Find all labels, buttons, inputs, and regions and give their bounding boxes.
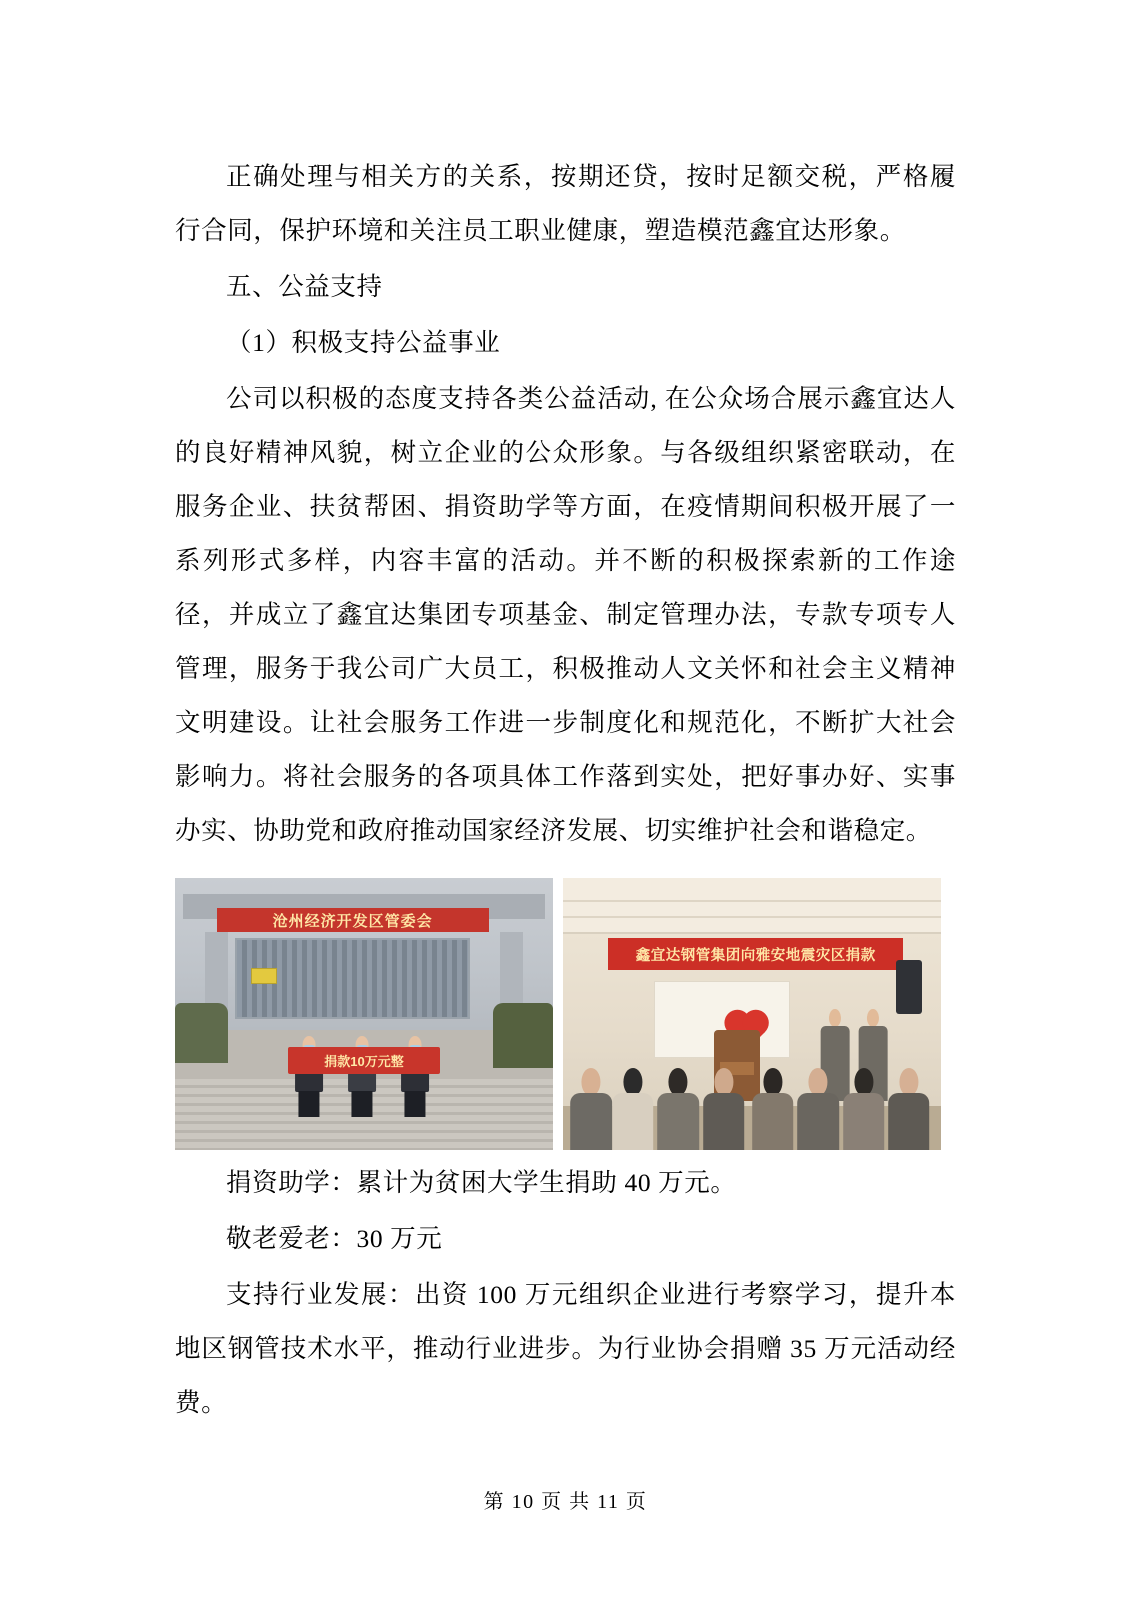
page-footer: 第 10 页 共 11 页 [483, 1491, 648, 1513]
person-head [829, 1009, 841, 1027]
audience-member [843, 1068, 885, 1150]
person-body [703, 1093, 745, 1150]
photo-row [175, 878, 956, 1150]
person-body [843, 1093, 885, 1150]
donation-banner-text: 捐款10万元整 [288, 1047, 439, 1074]
paragraph-welfare-body: 公司以积极的态度支持各类公益活动, 在公众场合展示鑫宜达人的良好精神风貌，树立企业的公众形象。与各级组织紧密联动，在服务企业、扶贫帮困、捐资助学等方面，在疫情期间积极开展了一系列形式多样，内容丰富的活动。并不断的积极探索新的工作途径，并成立了鑫宜达集团专项基金、制定管理办法，专款专项专人管理，服务于我公司广大员工，积极推动人文关怀和社会主义精神文明建设。让社会服务工作进一步制度化和规范化，不断扩大社会影响力。将社会服务的各项具体工作落到实处，把好事办好、实事办实、协助党和政府推动国家经济发展、切实维护社会和谐稳定。 [175, 384, 956, 845]
person-body [888, 1093, 930, 1150]
paragraph-elderly-care: 敬老爱老：30 万元 [226, 1224, 443, 1253]
person-body [752, 1093, 794, 1150]
person-body [657, 1093, 699, 1150]
person-head [867, 1009, 879, 1027]
audience-member [797, 1068, 839, 1150]
yellow-sign [251, 968, 277, 984]
donation-ceremony-photo [563, 878, 941, 1150]
paragraph-student-aid: 捐资助学：累计为贫困大学生捐助 40 万元。 [226, 1168, 737, 1197]
donation-check-photo [175, 878, 553, 1150]
ceremony-banner-text: 鑫宜达钢管集团向雅安地震灾区捐款 [608, 938, 903, 971]
audience-member [888, 1068, 930, 1150]
bush-right [493, 1003, 553, 1068]
section-heading-public-welfare: 五、公益支持 [226, 272, 383, 301]
person-legs [404, 1091, 425, 1117]
bush-left [175, 1003, 228, 1063]
person-legs [299, 1091, 320, 1117]
audience-member [658, 1068, 700, 1150]
audience-member [703, 1068, 745, 1150]
person-body [797, 1093, 839, 1150]
speaker-box [896, 960, 922, 1014]
subsection-heading-support-welfare: （1）积极支持公益事业 [226, 328, 501, 357]
audience-member [752, 1068, 794, 1150]
paragraph-industry-support: 支持行业发展：出资 100 万元组织企业进行考察学习，提升本地区钢管技术水平，推动行业进步。为行业协会捐赠 35 万元活动经费。 [175, 1280, 956, 1417]
person-legs [352, 1091, 373, 1117]
paragraph-1: 正确处理与相关方的关系，按期还贷，按时足额交税，严格履行合同，保护环境和关注员工职业健康，塑造模范鑫宜达形象。 [175, 162, 956, 245]
person-body [612, 1093, 654, 1150]
ceiling-line [563, 900, 941, 902]
audience-member [571, 1068, 613, 1150]
ceiling-line [563, 916, 941, 918]
person-body [571, 1093, 613, 1150]
building-banner-text: 沧州经济开发区管委会 [217, 908, 489, 932]
hall-ceiling [563, 878, 941, 934]
audience-member [612, 1068, 654, 1150]
